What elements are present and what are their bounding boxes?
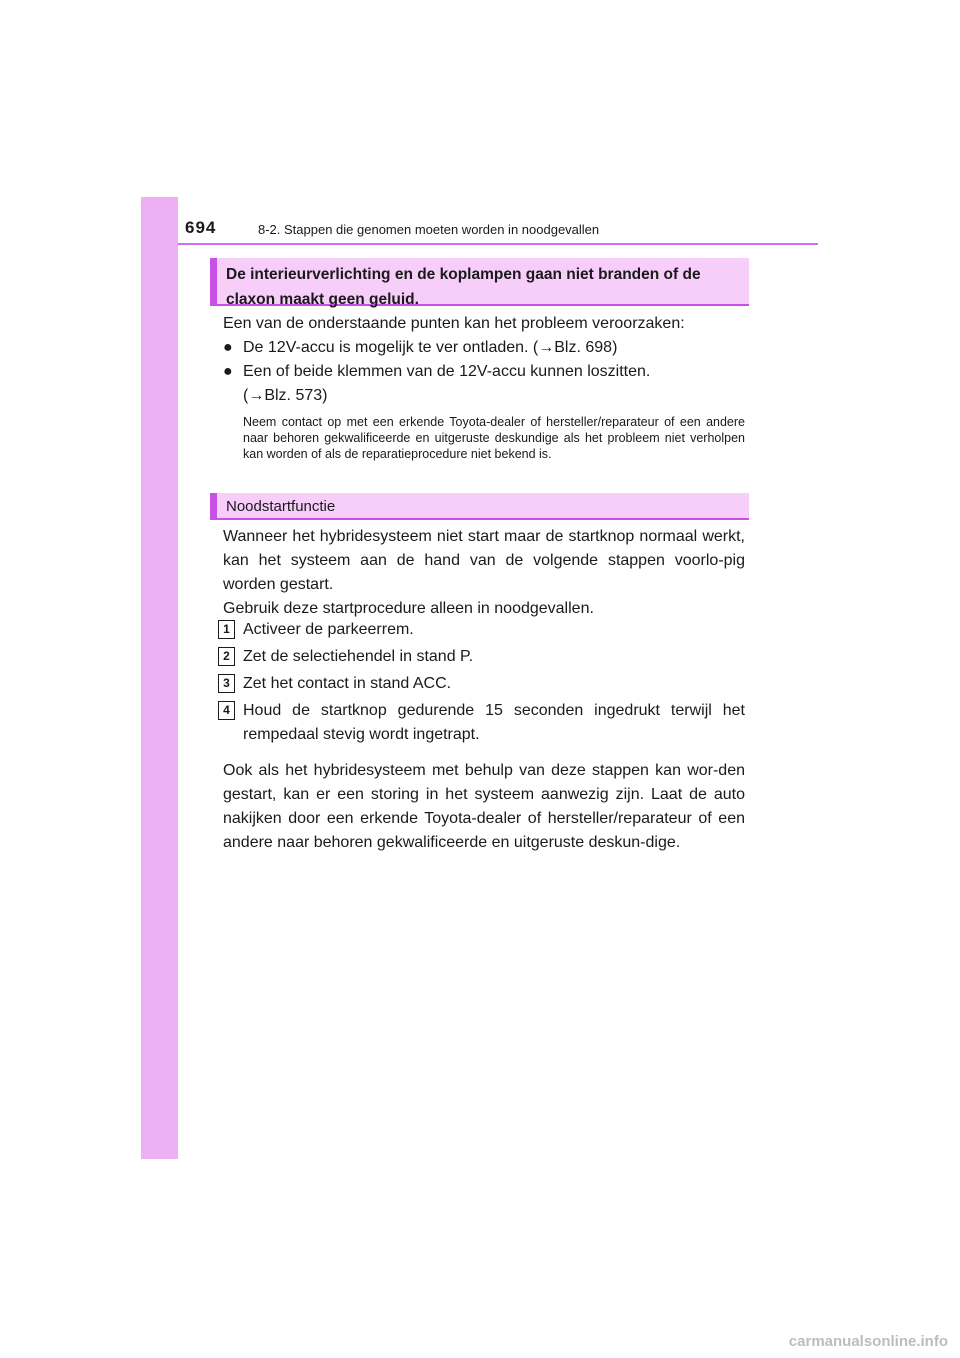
section-heading-line1: De interieurverlichting en de koplampen gaan niet branden of de [226, 266, 701, 283]
page-number: 694 [185, 218, 217, 237]
closing-paragraph: Ook als het hybridesysteem met behulp van deze stappen kan wor-den gestart, kan er een storing in het systeem aanwezig zijn. Laat de auto nakijken door een erkende Toyota-dealer of hersteller/reparateur of een andere naar behoren gekwalificeerde en uitgeruste deskun-dige. [223, 762, 745, 851]
section-heading-text: Noodstartfunctie [226, 498, 336, 515]
step-text: Zet het contact in stand ACC. [243, 675, 452, 692]
section-heading-lights [210, 258, 749, 306]
watermark: carmanualsonline.info [788, 1333, 948, 1350]
section1-intro: Een van de onderstaande punten kan het probleem veroorzaken: [223, 315, 685, 332]
step-text: Zet de selectiehendel in stand P. [243, 648, 474, 665]
bullet-text: Een of beide klemmen van de 12V-accu kunnen loszitten. [243, 363, 651, 380]
step-text: Activeer de parkeerrem. [243, 621, 414, 638]
side-color-band [141, 197, 178, 1159]
step-text: Houd de startknop gedurende 15 seconden ingedrukt terwijl het rempedaal stevig wordt ingetrapt. [243, 702, 745, 743]
bullet-text: De 12V-accu is mogelijk te ver ontladen. (→Blz. 698) [243, 339, 618, 356]
step-number-badge: 3 [218, 674, 235, 693]
section2-intro: Wanneer het hybridesysteem niet start maar de startknop normaal werkt, kan het systeem aan de hand van de volgende stappen voorlo-pig worden gestart. [223, 528, 745, 593]
dealer-note: Neem contact op met een erkende Toyota-dealer of hersteller/reparateur of een andere naar behoren gekwalificeerde en uitgeruste deskundige als het probleem niet verholpen kan worden of als de reparatieprocedure niet bekend is. [243, 415, 745, 461]
bullet-text: (→Blz. 573) [243, 387, 328, 404]
step-number-badge: 2 [218, 647, 235, 666]
header-divider [178, 243, 818, 245]
chapter-title: 8-2. Stappen die genomen moeten worden in noodgevallen [258, 222, 600, 237]
section-heading-emergency-start [210, 493, 749, 520]
bullet-icon: ● [223, 363, 233, 380]
section-heading-line2: claxon maakt geen geluid. [226, 291, 419, 308]
bullet-icon: ● [223, 339, 233, 356]
step-number-badge: 4 [218, 701, 235, 720]
emergency-only-note: Gebruik deze startprocedure alleen in noodgevallen. [223, 600, 594, 617]
step-number-badge: 1 [218, 620, 235, 639]
